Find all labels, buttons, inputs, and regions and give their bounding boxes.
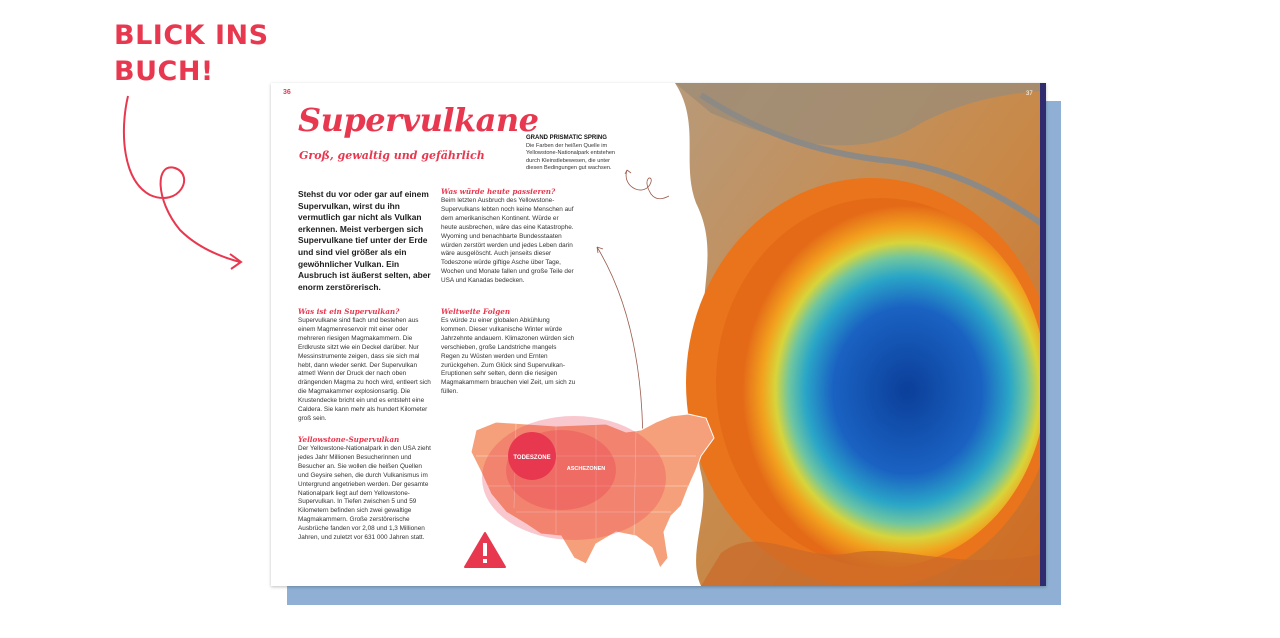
book-spread <box>271 83 1046 586</box>
article-subtitle: Groß, gewaltig und gefährlich <box>299 149 485 162</box>
section-text: Beim letzten Ausbruch des Yellowstone-Supervulkans lebten noch keine Menschen auf dem amerikanischen Kontinent. Würde er heute ausbrechen, wäre das eine Katastrophe. Wyoming und benachbarte Bundesstaaten würden zerstört werden und jedes Leben darin wäre ausgelöscht. Auch jenseits dieser Todeszone würde giftige Asche über Tage, Wochen und Monate fallen und große Teile der USA und Kanadas bedecken. <box>441 197 574 285</box>
promo-line-1: BLICK INS <box>114 20 269 51</box>
section-heading: Weltweite Folgen <box>441 307 511 316</box>
caption-pointer-icon <box>591 168 671 208</box>
section-text: Es würde zu einer globalen Abkühlung kommen. Dieser vulkanische Winter würde Jahrzehnte andauern. Klimazonen würden sich verschieben, große Landstriche mangels Regen zu Wüsten werden und Ernten zurückgehen. Zum Glück sind Supervulkan-Eruptionen sehr selten, denn die riesigen Magmakammern brauchen viel Zeit, um sich zu füllen. <box>441 317 576 396</box>
curly-arrow-icon <box>100 90 260 280</box>
page-number-right: 37 <box>1026 91 1033 97</box>
article-title: Supervulkane <box>298 101 539 139</box>
book-spine <box>1040 83 1046 586</box>
article-intro: Stehst du vor oder gar auf einem Supervulkan, wirst du ihn vermutlich gar nicht als Vulkan erkennen. Meist verbergen sich Supervulkane tief unter der Erde und sind viel größer als ein gewöhnlicher Vulkan. Ein Ausbruch ist äußerst selten, aber enorm zerstörerisch. <box>298 189 431 292</box>
map-label-aschezonen: ASCHEZONEN <box>566 466 606 472</box>
caption-title: GRAND PRISMATIC SPRING <box>526 135 607 141</box>
section-heading: Yellowstone-Supervulkan <box>298 435 400 444</box>
section-today <box>441 187 576 286</box>
promo-line-2: BUCH! <box>114 56 214 87</box>
caption-text: Die Farben der heißen Quelle im Yellowstone-Nationalpark entstehen durch Kleinstlebewesen, die unter diesen Bedingungen gut wachsen. <box>526 142 616 172</box>
promo-heading <box>114 18 269 90</box>
warning-icon <box>463 531 507 569</box>
map-label-todeszone: TODESZONE <box>513 455 551 461</box>
page-number-left: 36 <box>283 89 291 96</box>
section-heading: Was ist ein Supervulkan? <box>298 307 400 316</box>
section-text: Der Yellowstone-Nationalpark in den USA zieht jedes Jahr Millionen Besucherinnen und Besucher an. Sie wollen die heißen Quellen und Geysire sehen, die durch Vulkanismus im Untergrund angetrieben werden. Der gesamte Nationalpark liegt auf dem Yellowstone-Supervulkan. In Tiefen zwischen 5 und 59 Kilometern befinden sich zwei gewaltige Magmakammern. Große zerstörerische Ausbrüche fanden vor 2,08 und 1,3 Millionen Jahren, und zuletzt vor 631 000 Jahren statt. <box>298 445 431 542</box>
section-what-is <box>298 307 433 424</box>
section-global <box>441 307 576 397</box>
section-yellowstone <box>298 435 433 543</box>
section-text: Supervulkane sind flach und bestehen aus einem Magmenreservoir mit einer oder mehreren riesigen Magmakammern. Die Erdkruste sitzt wie ein Deckel darüber. Nur Messinstrumente zeigen, dass sie sich mal hebt, dann wieder senkt. Der Supervulkan atmet! Wenn der Druck der nach oben drängenden Magma zu hoch wird, entleert sich die Magmakammer explosionsartig. Die Krustendecke bricht ein und es entsteht eine Caldera. Sie kann mehr als hundert Kilometer groß sein. <box>298 317 431 422</box>
section-heading: Was würde heute passieren? <box>441 187 556 196</box>
